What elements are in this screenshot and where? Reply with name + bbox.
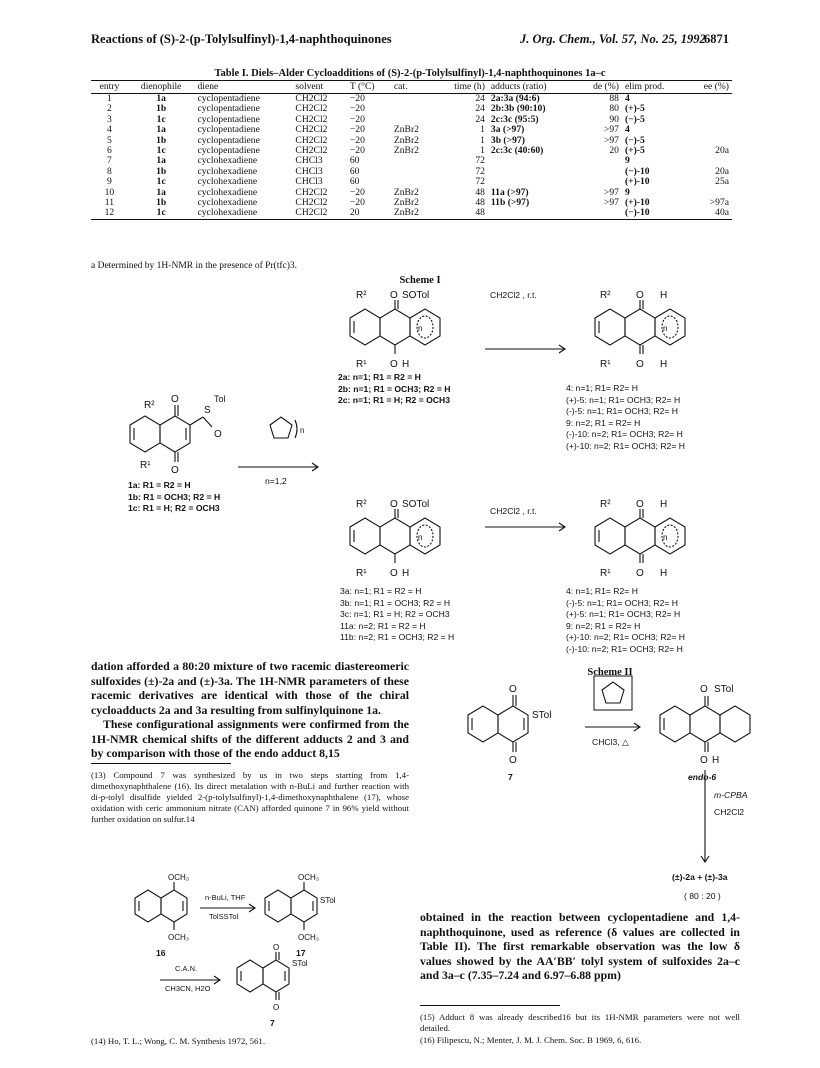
svg-text:O: O bbox=[390, 290, 398, 301]
body-left-para2: These configurational assignments were confirmed from the 1H-NMR chemical shifts of the different adducts 2 and 3 and by comparison with those of the endo adduct 8,15 bbox=[91, 717, 409, 761]
label-1c: 1c: R1 = H; R2 = OCH3 bbox=[128, 503, 220, 514]
labels-3 bbox=[340, 586, 454, 644]
table-cell: >97 bbox=[603, 186, 619, 198]
svg-text:O: O bbox=[273, 943, 280, 952]
table-cell: cyclopentadiene bbox=[197, 134, 260, 146]
svg-text:H: H bbox=[660, 290, 668, 301]
table-cell: (+)-5 bbox=[624, 145, 645, 157]
footnote-rule-right bbox=[420, 1005, 560, 1006]
column-header: ee (%) bbox=[687, 81, 732, 94]
svg-text:STol: STol bbox=[532, 710, 552, 721]
svg-text:H: H bbox=[660, 359, 668, 370]
scheme-2-label-endo6: endo-6 bbox=[688, 772, 717, 782]
svg-text:O: O bbox=[390, 568, 398, 579]
table-cell: 20a bbox=[715, 165, 729, 177]
label-4t-1: (+)-5: n=1; R1= OCH3; R2= H bbox=[566, 394, 681, 405]
svg-text:O: O bbox=[390, 359, 398, 370]
column-header: entry bbox=[91, 81, 128, 94]
table-cell: 24 bbox=[475, 93, 485, 104]
arrow-top-condition: CH2Cl2 , r.t. bbox=[490, 290, 537, 300]
compound-7-structure bbox=[468, 695, 528, 752]
table-cell: 90 bbox=[609, 113, 619, 125]
scheme-2-title: Scheme II bbox=[587, 667, 633, 678]
svg-text:R²: R² bbox=[356, 290, 367, 301]
table-cell: CHCl3 bbox=[295, 165, 323, 177]
table-cell: ZnBr2 bbox=[393, 145, 419, 157]
footnote-15: (15) Adduct 8 was already described16 but its 1H-NMR parameters were not well detailed. bbox=[420, 1012, 740, 1033]
svg-text:O: O bbox=[509, 684, 517, 695]
label-4b-5: (-)-10: n=2; R1= OCH3; R2= H bbox=[566, 643, 683, 654]
table-cell: 40a bbox=[687, 208, 732, 219]
table-cell: cyclohexadiene bbox=[197, 165, 258, 177]
table-cell: 72 bbox=[475, 155, 485, 167]
table-cell: 48 bbox=[475, 197, 485, 209]
table-cell: 9 bbox=[107, 176, 112, 188]
table-cell: 3 bbox=[107, 113, 112, 125]
table-cell: (−)-5 bbox=[624, 134, 645, 146]
table-cell: 80 bbox=[609, 103, 619, 115]
table-cell: 72 bbox=[475, 165, 485, 177]
table-cell: 1 bbox=[480, 134, 485, 146]
label-4t-2: (-)-5: n=1; R1= OCH3; R2= H bbox=[566, 406, 678, 417]
table-cell: 1c bbox=[156, 113, 166, 125]
fn-label-16: 16 bbox=[156, 948, 166, 958]
table-cell: 1a bbox=[156, 124, 166, 136]
svg-text:O: O bbox=[636, 499, 644, 510]
svg-text:OCH₃: OCH₃ bbox=[168, 933, 190, 942]
table-cell: ZnBr2 bbox=[391, 208, 436, 219]
table-cell: (+)-10 bbox=[624, 176, 650, 188]
svg-text:STol: STol bbox=[292, 959, 308, 968]
svg-text:O: O bbox=[171, 465, 179, 476]
column-header: elim prod. bbox=[622, 81, 687, 94]
label-1b: 1b: R1 = OCH3; R2 = H bbox=[128, 491, 221, 502]
labels-1 bbox=[128, 480, 220, 515]
table-cell: −20 bbox=[349, 134, 365, 146]
table-cell: 4 bbox=[624, 93, 630, 104]
table-cell: CH2Cl2 bbox=[295, 186, 328, 198]
table-cell: >97a bbox=[709, 197, 729, 209]
table-cell: CH2Cl2 bbox=[295, 124, 328, 136]
scheme-2-reagent: m-CPBA bbox=[714, 790, 748, 800]
label-4b-2: (+)-5: n=1; R1= OCH3; R2= H bbox=[566, 609, 681, 620]
table-cell: 9 bbox=[624, 155, 630, 167]
table-cell: 25a bbox=[715, 176, 729, 188]
svg-text:R¹: R¹ bbox=[600, 359, 611, 370]
table-cell: ZnBr2 bbox=[393, 197, 419, 209]
table-cell: 1a bbox=[156, 186, 166, 198]
svg-text:O: O bbox=[390, 499, 398, 510]
svg-text:R²: R² bbox=[600, 499, 611, 510]
table-cell: −20 bbox=[349, 186, 365, 198]
table-cell: 24 bbox=[475, 113, 485, 125]
table-cell: 48 bbox=[435, 208, 488, 219]
table-cell: 1 bbox=[480, 124, 485, 136]
label-4t-4: (-)-10: n=2; R1= OCH3; R2= H bbox=[566, 429, 683, 440]
endo-6-structure bbox=[660, 696, 750, 752]
table-cell: 60 bbox=[349, 176, 360, 188]
table-cell: 2c:3c (40:60) bbox=[490, 145, 544, 157]
table-cell: >97 bbox=[603, 197, 619, 209]
table-cell: 3b (>97) bbox=[490, 134, 525, 146]
table-cell: 1b bbox=[156, 134, 167, 146]
label-2a: 2a: n=1; R1 = R2 = H bbox=[338, 372, 421, 382]
table-cell: 9 bbox=[624, 186, 630, 198]
table-cell: ZnBr2 bbox=[393, 186, 419, 198]
svg-text:OCH₃: OCH₃ bbox=[298, 933, 320, 942]
table-cell: 11a (>97) bbox=[490, 186, 529, 198]
label-4t-3: 9: n=2; R1 = R2= H bbox=[566, 417, 641, 428]
table-cell: 2b:3b (90:10) bbox=[490, 103, 546, 115]
table-cell: 1 bbox=[107, 93, 112, 104]
table-cell: cyclohexadiene bbox=[197, 186, 258, 198]
adduct-3-structure bbox=[350, 509, 440, 563]
label-11b: 11b: n=2; R1 = OCH3; R2 = H bbox=[340, 632, 455, 643]
table-cell: (−)-5 bbox=[624, 113, 645, 125]
table-cell: 48 bbox=[475, 186, 485, 198]
labels-4-bottom bbox=[566, 586, 685, 656]
table-cell: 1c bbox=[156, 145, 166, 157]
body-right-para: obtained in the reaction between cyclopentadiene and 1,4-naphthoquinone, used as reference (δ values are collected in Table II). The first remarkable observation was the low δ values showed by the AA′BB′ tolyl system of sulfoxides 2a–c and 3a–c (7.35–7.24 and 6.97–6.88 ppm) bbox=[420, 910, 740, 983]
svg-text:n: n bbox=[663, 324, 668, 333]
table-cell: 10 bbox=[104, 186, 115, 198]
table-cell: 60 bbox=[349, 155, 360, 167]
svg-text:O: O bbox=[636, 359, 644, 370]
table-cell: >97 bbox=[603, 134, 619, 146]
quinone-1-structure bbox=[130, 405, 212, 462]
body-left-para1: dation afforded a 80:20 mixture of two racemic diastereomeric sulfoxides (±)-2a and (±)-3a. The 1H-NMR parameters of these racemic derivatives are identical with those of the chiral cycloadducts 2a and 3a resulting from sulfinylquinone 1a. bbox=[91, 659, 409, 717]
svg-text:O: O bbox=[700, 684, 708, 695]
footnote-14: (14) Ho, T. L.; Wong, C. M. Synthesis 1972, 561. bbox=[91, 1036, 266, 1046]
svg-text:H: H bbox=[660, 568, 668, 579]
table-cell: 1c bbox=[128, 208, 195, 219]
label-4t-5: (+)-10: n=2; R1= OCH3; R2= H bbox=[566, 440, 685, 451]
table-cell: CH2Cl2 bbox=[295, 93, 328, 104]
journal-citation: J. Org. Chem., Vol. 57, No. 25, 1992 bbox=[520, 32, 706, 46]
table-cell: −20 bbox=[349, 113, 365, 125]
table-cell: 7 bbox=[107, 155, 112, 167]
table-cell: 20 bbox=[347, 208, 391, 219]
table-cell: CH2Cl2 bbox=[295, 113, 328, 125]
cyclopentadiene-structure bbox=[602, 682, 624, 703]
table-cell: 8 bbox=[107, 165, 112, 177]
fn-reagent-2-bottom: CH3CN, H2O bbox=[165, 984, 211, 993]
table-cell: >97 bbox=[603, 124, 619, 136]
compound-16-structure bbox=[135, 882, 187, 930]
svg-text:SOTol: SOTol bbox=[402, 499, 430, 510]
table-cell: 11b (>97) bbox=[490, 197, 530, 209]
table-cell: CH2Cl2 bbox=[295, 134, 328, 146]
svg-text:n: n bbox=[418, 533, 423, 542]
table-cell: 5 bbox=[107, 134, 112, 146]
table-cell: 60 bbox=[349, 165, 360, 177]
arrow-bottom-condition: CH2Cl2 , r.t. bbox=[490, 506, 537, 516]
arrow-mid-condition: n=1,2 bbox=[265, 476, 287, 486]
column-header: time (h) bbox=[435, 81, 488, 94]
table-cell: ZnBr2 bbox=[393, 134, 419, 146]
table-cell: 4 bbox=[107, 124, 112, 136]
table-cell: 1 bbox=[480, 145, 485, 157]
label-4b-1: (-)-5: n=1; R1= OCH3; R2= H bbox=[566, 597, 678, 608]
product-4-top-structure bbox=[595, 300, 685, 354]
svg-text:H: H bbox=[402, 568, 410, 579]
scheme-2-solvent: CH2Cl2 bbox=[714, 807, 745, 817]
label-4b-3: 9: n=2; R1 = R2= H bbox=[566, 620, 641, 631]
column-header: de (%) bbox=[576, 81, 622, 94]
label-2b: 2b: n=1; R1 = OCH3; R2 = H bbox=[338, 383, 451, 394]
label-3b: 3b: n=1; R1 = OCH3; R2 = H bbox=[340, 597, 451, 608]
svg-text:O: O bbox=[636, 290, 644, 301]
fn-label-17: 17 bbox=[296, 948, 306, 958]
table-cell: cyclopentadiene bbox=[197, 145, 260, 157]
table-cell: CH2Cl2 bbox=[295, 145, 328, 157]
labels-2 bbox=[338, 372, 450, 407]
svg-text:O: O bbox=[214, 429, 222, 440]
svg-text:H: H bbox=[402, 359, 410, 370]
scheme-2-ratio: ( 80 : 20 ) bbox=[684, 891, 721, 901]
table-cell: 20 bbox=[609, 145, 619, 157]
table-cell: CH2Cl2 bbox=[295, 103, 328, 115]
page-number: 6871 bbox=[704, 32, 729, 46]
svg-text:O: O bbox=[636, 568, 644, 579]
table-cell: cyclopentadiene bbox=[197, 113, 260, 125]
table-cell: (+)-5 bbox=[624, 103, 645, 115]
svg-text:STol: STol bbox=[320, 896, 336, 905]
table-cell: 1c bbox=[156, 176, 166, 188]
table-cell: 1b bbox=[156, 103, 167, 115]
table-cell: 24 bbox=[475, 103, 485, 115]
fn-reagent-1-bottom: TolSSTol bbox=[209, 912, 239, 921]
svg-text:R²: R² bbox=[144, 400, 155, 411]
fn-reagent-2-top: C.A.N. bbox=[175, 964, 198, 973]
table-cell: (−)-10 bbox=[622, 208, 687, 219]
table-cell: 2a:3a (94:6) bbox=[490, 93, 540, 104]
svg-text:H: H bbox=[660, 499, 668, 510]
table-cell: 11 bbox=[104, 197, 115, 209]
svg-text:R¹: R¹ bbox=[140, 460, 151, 471]
label-4t-0: 4: n=1; R1= R2= H bbox=[566, 383, 638, 393]
table-cell: 88 bbox=[609, 93, 619, 104]
svg-text:OCH₃: OCH₃ bbox=[298, 873, 320, 882]
table-cell: −20 bbox=[349, 124, 365, 136]
table-cell: cyclohexadiene bbox=[197, 155, 258, 167]
table-cell: 6 bbox=[107, 145, 112, 157]
footnote-13: (13) Compound 7 was synthesized by us in two steps starting from 1,4-dimethoxynaphthalene (16). Its direct metalation with n-BuLi and further reaction with di-p-tolyl disulfide yielded 2-(p-tolylsulfinyl)-1,4-dimethoxynaphthalene (17), whose oxidation with ceric ammonium nitrate (CAN) afforded quinone 7 in 96% yield without further oxidation on sulfur.14 bbox=[91, 770, 409, 824]
svg-text:R²: R² bbox=[356, 499, 367, 510]
table-cell: cyclopentadiene bbox=[197, 124, 260, 136]
diene-box bbox=[594, 676, 632, 710]
fn-label-7: 7 bbox=[270, 1018, 275, 1028]
svg-text:R¹: R¹ bbox=[600, 568, 611, 579]
svg-text:O: O bbox=[171, 394, 179, 405]
table-cell: CHCl3 bbox=[295, 155, 323, 167]
scheme-1-title: Scheme I bbox=[399, 275, 441, 286]
table-cell: 1a bbox=[156, 155, 166, 167]
label-11a: 11a: n=2; R1 = R2 = H bbox=[340, 620, 426, 631]
table-cell: −20 bbox=[349, 145, 365, 157]
table-cell: 12 bbox=[91, 208, 128, 219]
table-cell: cyclopentadiene bbox=[197, 93, 260, 104]
table-cell: 1a bbox=[156, 93, 166, 104]
table-cell: cyclohexadiene bbox=[197, 176, 258, 188]
table-cell: 2 bbox=[107, 103, 112, 115]
svg-text:O: O bbox=[700, 755, 708, 766]
table-cell: −20 bbox=[349, 197, 365, 209]
svg-text:S: S bbox=[204, 405, 211, 416]
svg-text:n: n bbox=[663, 533, 668, 542]
table-cell: 20a bbox=[715, 145, 729, 157]
footnote-16: (16) Filipescu, N.; Menter, J. M. J. Chem. Soc. B 1969, 6, 616. bbox=[420, 1035, 642, 1045]
scheme-2-label-7: 7 bbox=[508, 772, 513, 782]
table-cell: cyclohexadiene bbox=[197, 197, 258, 209]
fn-reagent-1-top: n-BuLi, THF bbox=[205, 893, 246, 902]
svg-text:R²: R² bbox=[600, 290, 611, 301]
column-header: dienophile bbox=[128, 81, 195, 94]
table-cell: cyclohexadiene bbox=[195, 208, 293, 219]
column-header: cat. bbox=[391, 81, 436, 94]
diene-structure bbox=[270, 417, 297, 438]
table-cell: CHCl3 bbox=[295, 176, 323, 188]
label-1a: 1a: R1 = R2 = H bbox=[128, 480, 191, 490]
svg-text:O: O bbox=[509, 755, 517, 766]
table-cell: CH2Cl2 bbox=[295, 197, 328, 209]
column-header: adducts (ratio) bbox=[488, 81, 576, 94]
table-cell: cyclopentadiene bbox=[197, 103, 260, 115]
running-title: Reactions of (S)-2-(p-Tolylsulfinyl)-1,4-naphthoquinones bbox=[91, 32, 392, 46]
label-4b-0: 4: n=1; R1= R2= H bbox=[566, 586, 638, 596]
column-header: diene bbox=[195, 81, 293, 94]
table-cell: (−)-10 bbox=[624, 165, 650, 177]
table-cell: 4 bbox=[624, 124, 630, 136]
column-header: T (°C) bbox=[347, 81, 391, 94]
svg-text:n: n bbox=[418, 324, 423, 333]
table-cell: 72 bbox=[475, 176, 485, 188]
compound-17-structure bbox=[265, 882, 317, 930]
table-cell: 2c:3c (95:5) bbox=[490, 113, 539, 125]
svg-text:O: O bbox=[273, 1003, 280, 1012]
svg-text:OCH₃: OCH₃ bbox=[168, 873, 190, 882]
svg-text:STol: STol bbox=[714, 684, 734, 695]
table-cell: 1b bbox=[156, 165, 167, 177]
footnote-rule bbox=[91, 763, 231, 764]
label-3c: 3c: n=1; R1 = H; R2 = OCH3 bbox=[340, 609, 450, 620]
product-4-bottom-structure bbox=[595, 509, 685, 563]
table-cell: −20 bbox=[349, 93, 365, 104]
svg-text:H: H bbox=[712, 755, 720, 766]
label-2c: 2c: n=1; R1 = H; R2 = OCH3 bbox=[338, 395, 450, 406]
svg-text:R¹: R¹ bbox=[356, 359, 367, 370]
label-3a: 3a: n=1; R1 = R2 = H bbox=[340, 586, 422, 596]
column-header: solvent bbox=[292, 81, 346, 94]
compound-7-footnote-structure bbox=[237, 952, 289, 1000]
svg-text:n: n bbox=[300, 426, 305, 435]
table-cell: ZnBr2 bbox=[393, 124, 419, 136]
label-4b-4: (+)-10: n=2; R1= OCH3; R2= H bbox=[566, 632, 685, 643]
scheme-2-condition: CHCl3, △ bbox=[592, 737, 629, 747]
table-cell: CH2Cl2 bbox=[292, 208, 346, 219]
labels-4-top bbox=[566, 383, 685, 453]
table-cell: 3a (>97) bbox=[490, 124, 525, 136]
table-footnote: a Determined by 1H-NMR in the presence of Pr(tfc)3. bbox=[91, 261, 298, 271]
svg-text:R¹: R¹ bbox=[356, 568, 367, 579]
table-title: Table I. Diels–Alder Cycloadditions of (S)-2-(p-Tolylsulfinyl)-1,4-naphthoquinones 1a–c bbox=[214, 68, 606, 79]
adduct-2-structure bbox=[350, 300, 440, 354]
svg-text:Tol: Tol bbox=[214, 394, 226, 404]
table-cell: 1b bbox=[156, 197, 167, 209]
scheme-2-products: (±)-2a + (±)-3a bbox=[672, 872, 728, 882]
table-cell: (+)-10 bbox=[624, 197, 650, 209]
table-cell: −20 bbox=[349, 103, 365, 115]
svg-text:SOTol: SOTol bbox=[402, 290, 430, 301]
